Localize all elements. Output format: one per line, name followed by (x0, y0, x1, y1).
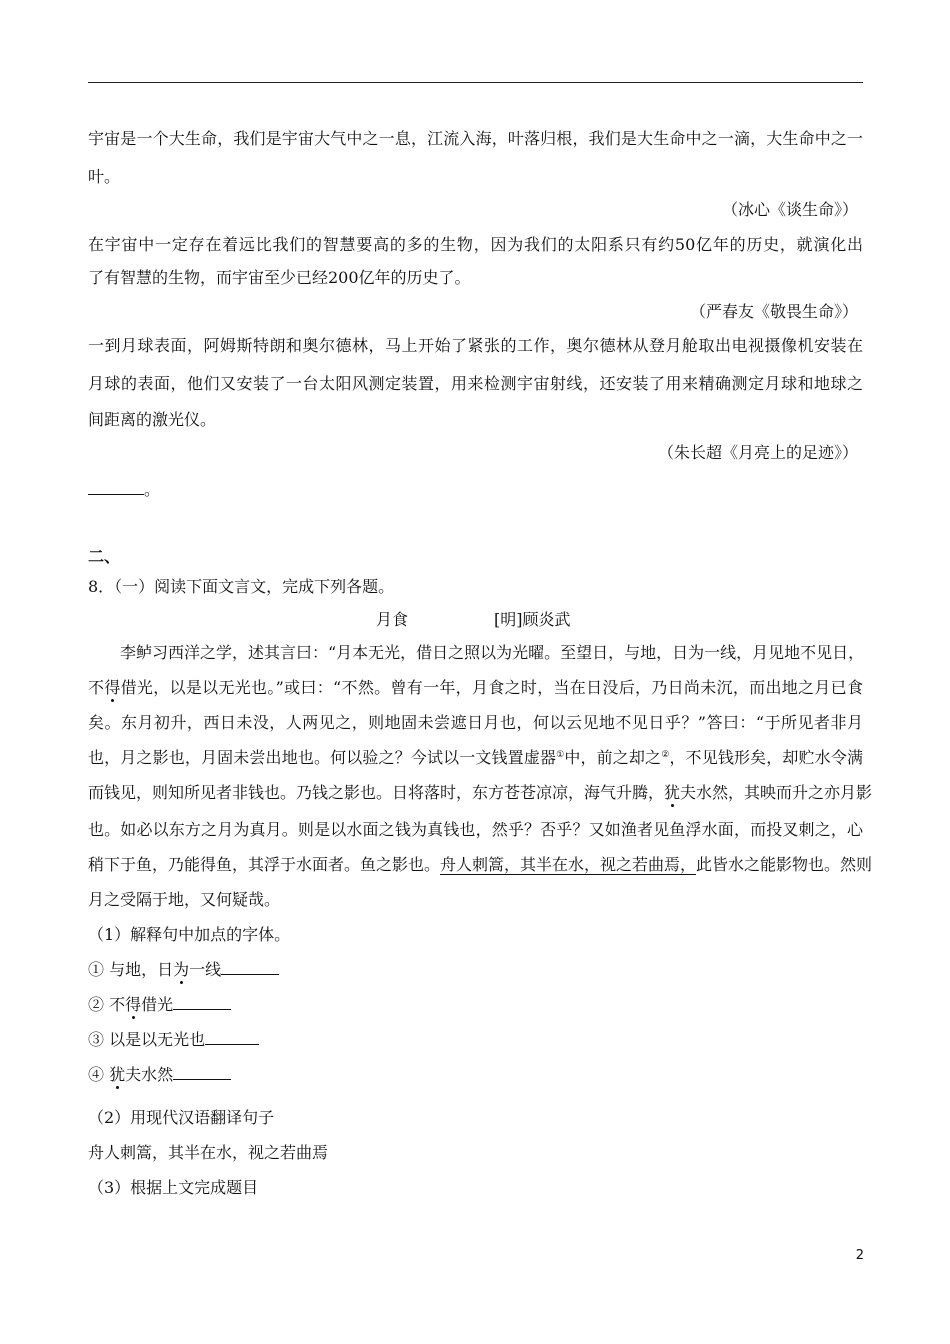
answer-blank[interactable] (173, 1065, 231, 1080)
passage-title: 月食 (376, 610, 409, 629)
page-number: 2 (855, 1248, 864, 1263)
underlined-sentence: 舟人刺篙，其半在水，视之若曲焉， (440, 855, 697, 874)
dotted-char: 为 (173, 960, 190, 979)
text-line3: 矣。东月初升，西日未没，人两见之，则地固未尝遮日月也，何以云见地不见日乎？”答曰：“于所见者非月 (88, 713, 863, 732)
answer-blank-line (88, 480, 160, 500)
item-3: ③ 以是以无光也 (88, 1030, 259, 1050)
p1-line1: 宇宙是一个大生命，我们是宇宙大气中之一息，江流入海，叶落归根，我们是大生命中之一滴，大生命中之一 (88, 129, 863, 148)
p3-line2: 月球的表面，他们又安装了一台太阳风测定装置，用来检测宇宙射线，还安装了用来精确测定月球和地球之 (88, 374, 863, 393)
p3-source: （朱长超《月亮上的足迹》） (657, 443, 858, 462)
p3-line3: 间距离的激光仪。 (88, 410, 217, 429)
p2-source: （严春友《敬畏生命》） (689, 302, 858, 321)
p2-line1: 在宇宙中一定存在着远比我们的智慧要高的多的生物，因为我们的太阳系只有约50亿年的历史，就演化出 (88, 235, 863, 254)
sub-question-1: （1）解释句中加点的字体。 (88, 925, 291, 944)
text-line2: 不得借光，以是以无光也。”或曰：“不然。曾有一年，月食之时，当在日没后，乃日尚未沉，而出地之月已食 (88, 678, 863, 697)
dotted-char: 犹 (664, 783, 681, 802)
text-line6: 也。如必以东方之月为真月。则是以水面之钱为真钱也，然乎？否乎？又如渔者见鱼浮水面，而投叉刺之，心 (88, 820, 863, 839)
sub-question-3: （3）根据上文完成题目 (88, 1178, 259, 1197)
passage-author: [明]顾炎武 (494, 610, 571, 629)
p2-line2: 了有智慧的生物，而宇宙至少已经200亿年的历史了。 (88, 268, 471, 287)
p1-line2: 叶。 (88, 167, 121, 186)
answer-end: 。 (144, 480, 161, 499)
text-line5: 而钱见，则知所见者非钱也。乃钱之影也。日将落时，东方苍苍凉凉，海气升腾，犹夫水然，其映而升之亦月影 (88, 783, 873, 802)
dotted-char: 得 (125, 995, 142, 1014)
answer-blank[interactable] (88, 480, 144, 495)
section-heading: 二、 (88, 547, 121, 566)
dotted-char: 犹 (109, 1065, 126, 1084)
sub2-sentence: 舟人刺篙，其半在水，视之若曲焉 (88, 1143, 329, 1162)
p1-source: （冰心《谈生命》） (721, 200, 858, 219)
item-2: ② 不得借光 (88, 995, 231, 1015)
header-rule (88, 82, 863, 83)
dotted-char: 得 (104, 678, 121, 697)
item-4: ④ 犹夫水然 (88, 1065, 231, 1085)
p3-line1: 一到月球表面，阿姆斯特朗和奥尔德林，马上开始了紧张的工作，奥尔德林从登月舱取出电视摄像机安装在 (88, 336, 863, 355)
answer-blank[interactable] (221, 960, 279, 975)
item-1: ① 与地，日为一线 (88, 960, 279, 980)
footnote-2: ② (661, 750, 670, 760)
answer-blank[interactable] (173, 995, 231, 1010)
text-line4: 也，月之影也，月固未尝出地也。何以验之？今试以一文钱置虚器①中，前之却之②，不见钱形矣，却贮水令满 (88, 748, 863, 767)
q8-intro: 8．（一）阅读下面文言文，完成下列各题。 (88, 577, 395, 596)
answer-blank[interactable] (205, 1030, 259, 1045)
text-line8: 月之受隔于地，又何疑哉。 (88, 890, 281, 909)
footnote-1: ① (556, 750, 565, 760)
text-line1: 李鲈习西洋之学，述其言曰：“月本无光，借日之照以为光曜。至望日，与地，日为一线，月见地不见日， (120, 643, 865, 662)
text-line7: 稍下于鱼，乃能得鱼，其浮于水面者。鱼之影也。舟人刺篙，其半在水，视之若曲焉，此皆水之能影物也。然则 (88, 855, 873, 874)
sub-question-2: （2）用现代汉语翻译句子 (88, 1108, 275, 1127)
